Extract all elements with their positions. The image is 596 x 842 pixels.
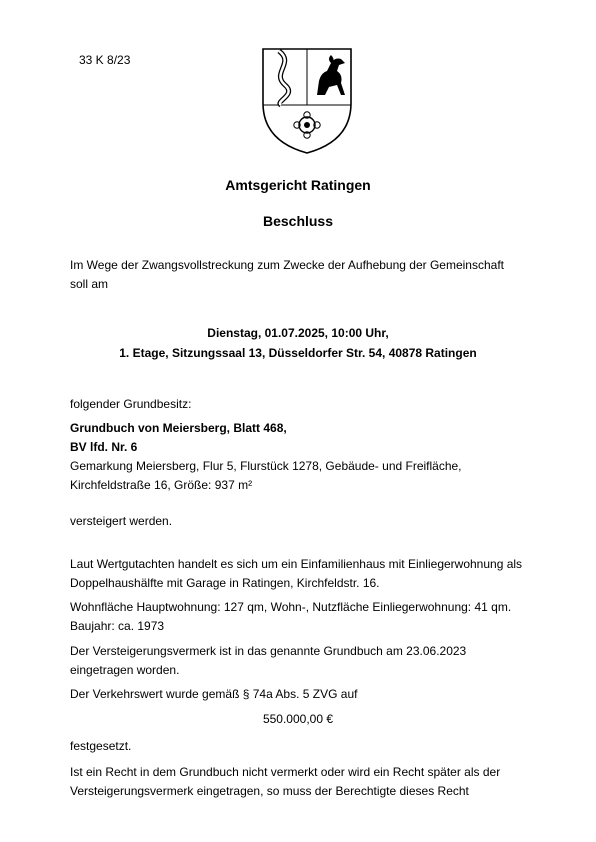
intro-line-2: soll am	[70, 277, 109, 291]
property-lead: folgender Grundbesitz:	[70, 397, 192, 411]
parcel-description: Gemarkung Meiersberg, Flur 5, Flurstück 1278, Gebäude- und Freifläche,	[70, 459, 462, 473]
appraisal-line-1: Laut Wertgutachten handelt es sich um ein Einfamilienhaus mit Einliegerwohnung als	[70, 557, 523, 571]
market-value-intro: Der Verkehrswert wurde gemäß § 74a Abs. 5 ZVG auf	[70, 687, 358, 701]
rights-notice-line-2: Versteigerungsvermerk eingetragen, so muss der Berechtigte dieses Recht	[70, 784, 469, 798]
auction-closing: versteigert werden.	[70, 514, 173, 528]
registration-note-line-2: eingetragen worden.	[70, 663, 180, 677]
registration-note-line-1: Der Versteigerungsvermerk ist in das genannte Grundbuch am 23.06.2023	[70, 644, 467, 658]
market-value-outro: festgesetzt.	[70, 739, 132, 753]
inventory-number: BV lfd. Nr. 6	[70, 440, 138, 454]
appointment-location: 1. Etage, Sitzungssaal 13, Düsseldorfer Str. 54, 40878 Ratingen	[119, 346, 477, 360]
living-area: Wohnfläche Hauptwohnung: 127 qm, Wohn-, Nutzfläche Einliegerwohnung: 41 qm.	[70, 600, 512, 614]
coat-of-arms-crest	[261, 45, 353, 155]
intro-line-1: Im Wege der Zwangsvollstreckung zum Zwecke der Aufhebung der Gemeinschaft	[70, 258, 504, 272]
rights-notice-line-1: Ist ein Recht in dem Grundbuch nicht vermerkt oder wird ein Recht später als der	[70, 765, 501, 779]
appointment-date: Dienstag, 01.07.2025, 10:00 Uhr,	[207, 326, 389, 340]
file-number: 33 K 8/23	[79, 53, 131, 67]
court-title: Amtsgericht Ratingen	[225, 177, 371, 193]
property-address: Kirchfeldstraße 16, Größe: 937 m²	[70, 478, 253, 492]
construction-year: Baujahr: ca. 1973	[70, 619, 165, 633]
land-register-entry: Grundbuch von Meiersberg, Blatt 468,	[70, 421, 287, 435]
appraisal-line-2: Doppelhaushälfte mit Garage in Ratingen, Kirchfeldstr. 16.	[70, 576, 380, 590]
market-value: 550.000,00 €	[262, 712, 334, 726]
document-type-title: Beschluss	[262, 213, 334, 229]
